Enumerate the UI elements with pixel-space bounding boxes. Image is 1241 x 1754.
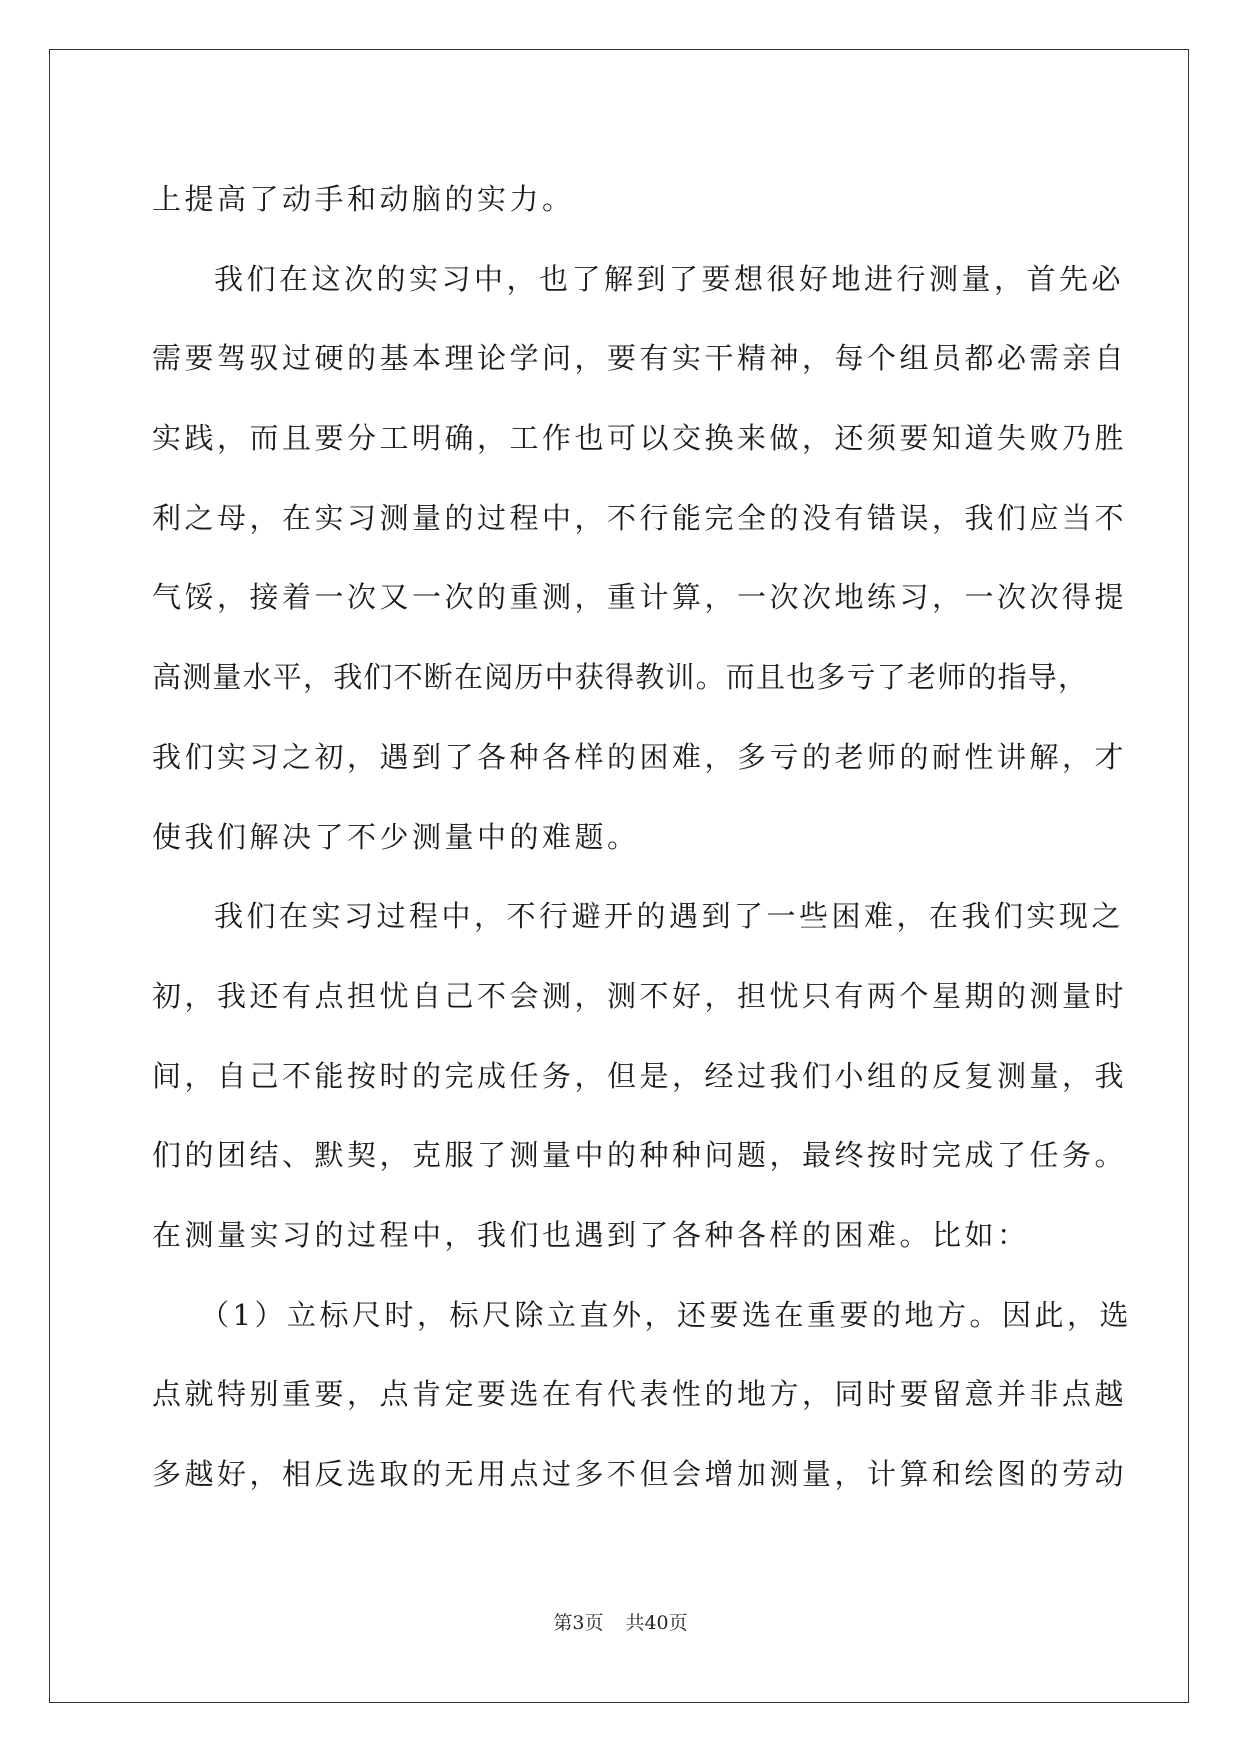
text-line: 点就特别重要，点肯定要选在有代表性的地方，同时要留意并非点越 [152, 1377, 1128, 1412]
page-footer [0, 1608, 1241, 1635]
text-line: 高测量水平，我们不断在阅历中获得教训。而且也多亏了老师的指导， [152, 660, 1089, 695]
text-line: 初，我还有点担忧自己不会测，测不好，担忧只有两个星期的测量时 [152, 978, 1128, 1013]
text-line: 实践，而且要分工明确，工作也可以交换来做，还须要知道失败乃胜 [152, 421, 1128, 456]
text-line: 多越好，相反选取的无用点过多不但会增加测量，计算和绘图的劳动 [152, 1457, 1128, 1491]
text-line: 使我们解决了不少测量中的难题。 [152, 819, 640, 854]
list-item-line: （1）立标尺时，标尺除立直外，还要选在重要的地方。因此，选 [200, 1297, 1132, 1332]
text-line: 我们实习之初，遇到了各种各样的困难，多亏的老师的耐性讲解，才 [152, 739, 1128, 774]
document-body [152, 160, 1132, 1515]
text-line: 们的团结、默契，克服了测量中的种种问题，最终按时完成了任务。 [152, 1138, 1128, 1173]
paragraph-start-line: 我们在这次的实习中，也了解到了要想很好地进行测量，首先必 [214, 261, 1125, 296]
text-line: 间，自己不能按时的完成任务，但是，经过我们小组的反复测量，我 [152, 1058, 1128, 1093]
text-line: 利之母，在实习测量的过程中，不行能完全的没有错误，我们应当不 [152, 500, 1128, 535]
text-line: 需要驾驭过硬的基本理论学问，要有实干精神，每个组员都必需亲自 [152, 341, 1128, 376]
paragraph-start-line: 我们在实习过程中，不行避开的遇到了一些困难，在我们实现之 [214, 899, 1125, 934]
page-number: 第3页 [553, 1612, 604, 1634]
text-line: 上提高了动手和动脑的实力。 [152, 182, 575, 216]
page-total: 共40页 [625, 1612, 688, 1634]
text-line: 在测量实习的过程中，我们也遇到了各种各样的困难。比如： [152, 1217, 1030, 1252]
text-line: 气馁，接着一次又一次的重测，重计算，一次次地练习，一次次得提 [152, 580, 1128, 615]
